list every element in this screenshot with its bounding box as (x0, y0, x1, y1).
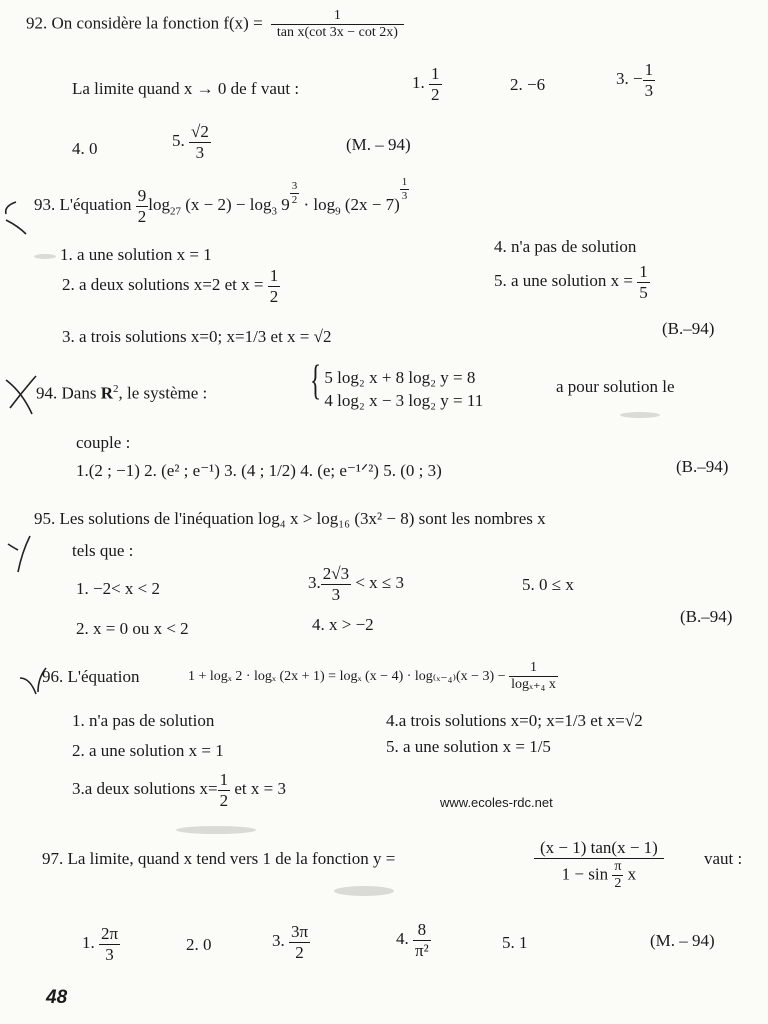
q97-option-4: 4. $\frac{8}{\text{π²}}$ (396, 920, 429, 960)
q95-option-4: 4. x > −2 (312, 615, 374, 634)
q93-option-4: 4. n'a pas de solution (494, 237, 637, 256)
q94-system: { 5 log₂ x + 8 log₂ y = 8 4 log₂ x − 3 log₂ y = 11 (310, 358, 484, 411)
q94-statement: 94. Dans $R^2$, le système : (36, 383, 208, 403)
q92-source: (M. – 94) (346, 135, 411, 154)
q97-source: (M. – 94) (650, 931, 715, 950)
q94-tail: a pour solution le (556, 377, 675, 396)
q94-source: (B.–94) (676, 457, 729, 476)
q92-function-fraction: $\frac{1}{\text{tan x(cot 3x − cot 2x)}}$ (271, 8, 404, 41)
scan-speck (176, 826, 256, 834)
scan-speck (334, 886, 394, 896)
q93-equation: 93. L'équation $\frac{9}{2}$ $\log_{27} (x - 2) - \log_3 9$ $\frac{3}{2}$ · $\log_9 (2x - 7)$ $\frac{1}{3}$ (34, 176, 408, 226)
q97-option-2: 2. 0 (186, 935, 212, 954)
page-number: 48 (46, 987, 68, 1008)
q93-option-3: 3. a trois solutions x=0; x=1/3 et x = √2 (62, 327, 332, 346)
q93-option-2: 2. a deux solutions x=2 et x = $\frac{1}{2}$ (62, 266, 279, 306)
q97-fraction: (x − 1) tan(x − 1) 1 − sin $\frac{\pi}{2}$ x (534, 838, 664, 892)
q96-option-2: 2. a une solution x = 1 (72, 741, 224, 760)
site-url: www.ecoles-rdc.net (440, 795, 553, 810)
q95-option-1: 1. −2< x < 2 (76, 579, 161, 598)
q93-option-5: 5. a une solution x = $\frac{1}{5}$ (494, 262, 648, 302)
q94-couple: couple : (76, 433, 131, 452)
q92-statement: 92. On considère la fonction f(x) = $\frac{1}{\text{tan x(cot 3x − cot 2x)}}$ (26, 8, 404, 41)
q95-option-2: 2. x = 0 ou x < 2 (76, 619, 189, 638)
q94-options: 1.(2 ; −1) 2. (e² ; e⁻¹) 3. (4 ; 1/2) 4. (e; e⁻¹ᐟ²) 5. (0 ; 3) (76, 461, 442, 480)
q95-statement: 95. Les solutions de l'inéquation log₄ x > log₁₆ (3x² − 8) sont les nombres x (34, 509, 546, 528)
check-mark-icon (0, 196, 30, 236)
q95-option-3: 3. $\frac{2√3}{3}$ < x ≤ 3 (308, 564, 405, 604)
q97-option-1: 1. $\frac{2\pi}{3}$ (82, 924, 119, 964)
scan-speck (620, 412, 660, 418)
q96-option-5: 5. a une solution x = 1/5 (386, 737, 551, 756)
q96-equation: 1 + logₓ 2 · logₓ (2x + 1) = logₓ (x − 4) · log₍ₓ₋₄₎(x − 3) − $\frac{1}{\text{logₓ₊₄ x}}$ (188, 660, 556, 693)
q93-option-1: 1. a une solution x = 1 (60, 245, 212, 264)
q96-option-3: 3.a deux solutions x= $\frac{1}{2}$ et x = 3 (72, 770, 286, 810)
q97-tail: vaut : (704, 849, 743, 868)
check-mark-icon (4, 530, 34, 576)
q97-statement: 97. La limite, quand x tend vers 1 de la fonction y = (42, 849, 396, 868)
q95-source: (B.–94) (680, 607, 733, 626)
q97-option-3: 3. $\frac{3\pi}{2}$ (272, 922, 309, 962)
q97-option-5: 5. 1 (502, 933, 528, 952)
q96-statement: 96. L'équation (42, 667, 140, 686)
q92-option-4: 4. 0 (72, 139, 98, 158)
q95-option-5: 5. 0 ≤ x (522, 575, 574, 594)
q96-option-1: 1. n'a pas de solution (72, 711, 215, 730)
q92-option-3: 3. − $\frac{1}{3}$ (616, 60, 654, 100)
q92-limit-text: La limite quand x → 0 de f vaut : (72, 79, 300, 98)
scan-speck (34, 254, 56, 259)
q92-option-5: 5. $\frac{√2}{3}$ (172, 122, 209, 162)
q92-option-1: 1. $\frac{1}{2}$ (412, 64, 440, 104)
q96-option-4: 4.a trois solutions x=0; x=1/3 et x=√2 (386, 711, 643, 730)
q93-source: (B.–94) (662, 319, 715, 338)
q92-option-2: 2. −6 (510, 75, 546, 94)
q95-tels: tels que : (72, 541, 134, 560)
